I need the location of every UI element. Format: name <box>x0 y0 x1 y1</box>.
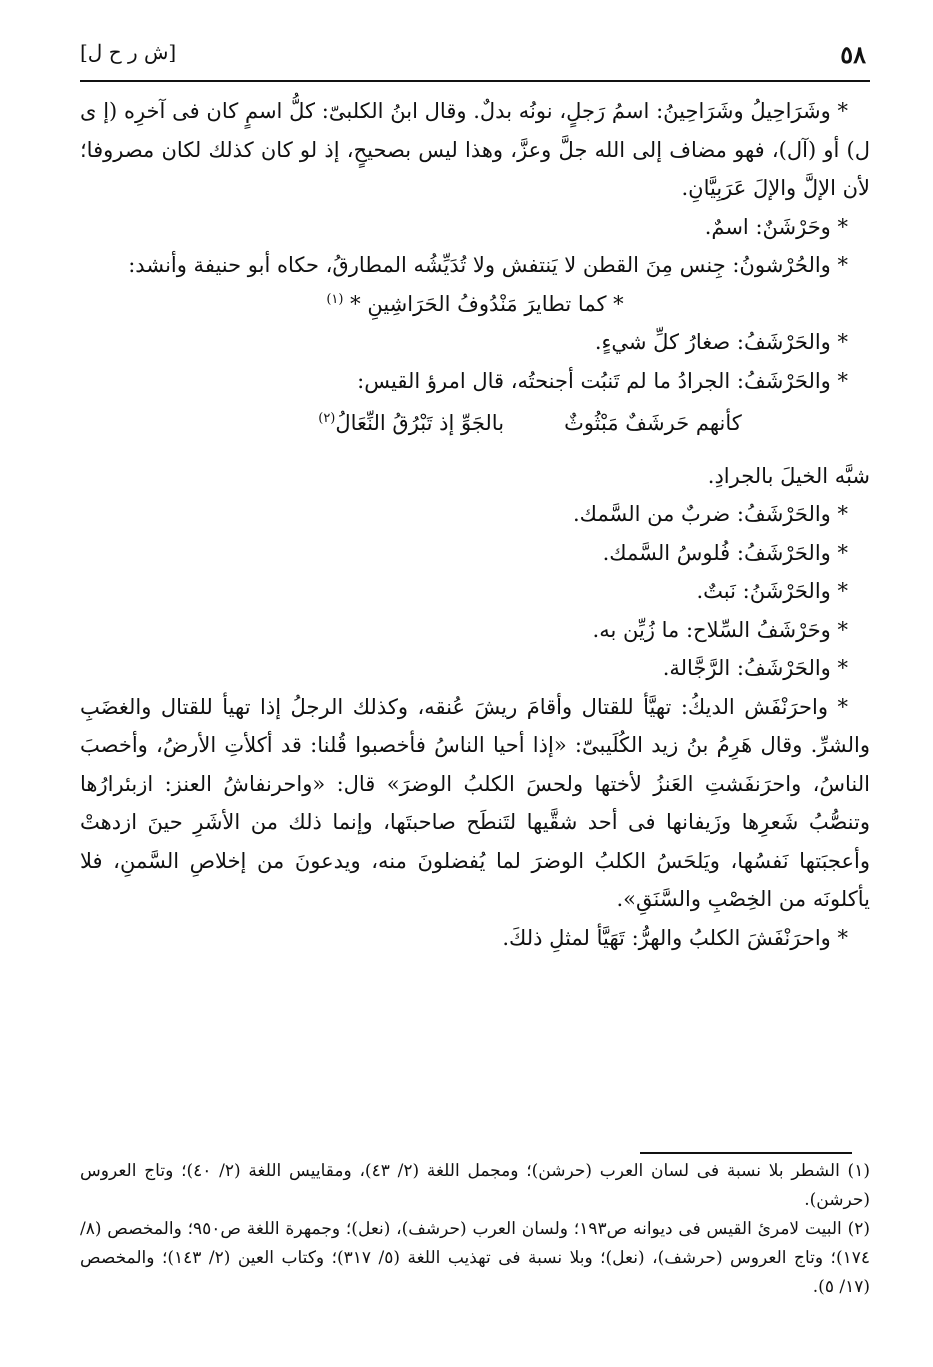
entry-ihranfasha-dog: * واحرَنْفَشَ الكلبُ والهرُّ: تَهَيَّأ لمثلِ ذلكَ. <box>502 925 848 950</box>
verse-2-hemistich-2: بالجَوِّ إذ تَبْرُقُ النِّعَالُ <box>335 411 505 435</box>
root-heading: [ش ر ح ل] <box>80 40 177 64</box>
entry-harshaf-weapon: * وحَرْشَفُ السِّلاح: ما زُيِّن به. <box>592 617 848 642</box>
entry-harshan-plant: * والحَرْشَنُ: نَبتٌ. <box>696 579 848 603</box>
entry-harshaf-small: * والحَرْشَفُ: صغارُ كلِّ شيءٍ. <box>594 330 848 354</box>
verse-2-hemistich-1: كأنهم حَرشَفٌ مَبْثُوثٌ <box>564 411 742 435</box>
entry-harshan-name: * وحَرْشَنٌ: اسمٌ. <box>704 214 848 239</box>
verse-1-text: * كما تطايرَ مَنْدُوفُ الحَرَاشِينِ * <box>350 291 624 316</box>
footnote-2: (٢) البيت لامرئ القيس فى ديوانه ص١٩٣؛ ولسان العرب (حرشف)، (نعل)؛ وجمهرة اللغة ص٩٥٠؛ والمخصص (٨/ ١٧٤)؛ وتاج العروس (حرشف)، (نعل)؛ وبلا نسبة فى تهذيب اللغة (٥/ ٣١٧)؛ وكتاب العين (٢/ ١٤٣)؛ والمخصص (١٧/ ٥). <box>80 1219 871 1297</box>
entry-harshun: * والحُرْشونُ: جِنس مِنَ القطن لا يَنتفش ولا تُدَيِّشُه المطارقُ، حكاه أبو حنيفة وأنشد: <box>128 253 848 277</box>
entry-harshaf-fish: * والحَرْشَفُ: ضربٌ من السَّمك. <box>572 502 848 526</box>
footnote-rule <box>640 1152 852 1154</box>
entry-harshaf-scales: * والحَرْشَفُ: فُلوسُ السَّمك. <box>602 540 848 565</box>
main-text <box>80 92 870 957</box>
verse-2-hemistich-2-wrap <box>318 404 504 443</box>
verse-line-1 <box>80 285 870 324</box>
entry-ihranfasha: * واحرَنْفَش الديكُ: تهيَّأ للقتال وأقامَ ريشَ عُنقه، وكذلك الرجلُ إذا تهيأ للقتال والغضَبِ والشرِّ. وقال هَرِمُ بنُ زيد الكُلَيبىّ: «إذا أحيا الناسُ فأخصبوا قُلنا: قد أكلأتِ الأرضُ، وأخصبَ الناسُ، واحرَنفَشتِ العَنزُ لأختها ولحسَ الكلبُ الوضرَ» قال: «واحرنفاشُ العنز: ازبئرارُها وتنصُّبُ شَعرِها وزَيفانها فى أحد شقَّيها لتَنطَح صاحبتَها، وإنما ذلك من الأشَرِ حينَ ازدهتْ وأعجبَتها نَفسُها، ويَلحَسُ الكلبُ الوضرَ لما يُفضلونَ منه، ويدعونَ من إخلاصِ السَّمنِ، فلا يأكلونَه من الخِصْبِ والسَّنَقِ». <box>80 694 870 911</box>
entry-harshaf-infantry: * والحَرْشَفُ: الرَّجَّالة. <box>662 656 848 680</box>
entry-sharahil: * وشَرَاحِيلُ وشَرَاحِينُ: اسمُ رَجلٍ، نونُه بدلٌ. وقال ابنُ الكلبىّ: كلُّ اسمٍ كان فى آخرِه (إ ى ل) أو (آل)، فهو مضاف إلى الله جلَّ وعزَّ، وهذا ليس بصحيحٍ، إذ لو كان كذلك لكان مصروفا؛ لأن الإلَّ والإلَ عَرَبِيَّانِ. <box>80 99 870 200</box>
running-header <box>80 38 866 78</box>
page-number: ٥٨ <box>840 40 866 69</box>
verse-commentary: شبَّه الخيلَ بالجرادِ. <box>707 463 870 488</box>
footnotes <box>80 1157 870 1302</box>
footnote-ref-2: (٢) <box>318 411 336 426</box>
footnote-ref-1: (١) <box>326 291 344 307</box>
entry-harshaf-locust: * والحَرْشَفُ: الجرادُ ما لم تَنبُت أجنحتُه، قال امرؤ القيس: <box>357 368 848 393</box>
footnote-1: (١) الشطر بلا نسبة فى لسان العرب (حرشن)؛ ومجمل اللغة (٢/ ٤٣)، ومقاييس اللغة (٢/ ٤٠)؛ وتاج العروس (حرشن). <box>80 1161 870 1210</box>
header-rule <box>80 80 870 82</box>
verse-line-2 <box>80 404 870 443</box>
